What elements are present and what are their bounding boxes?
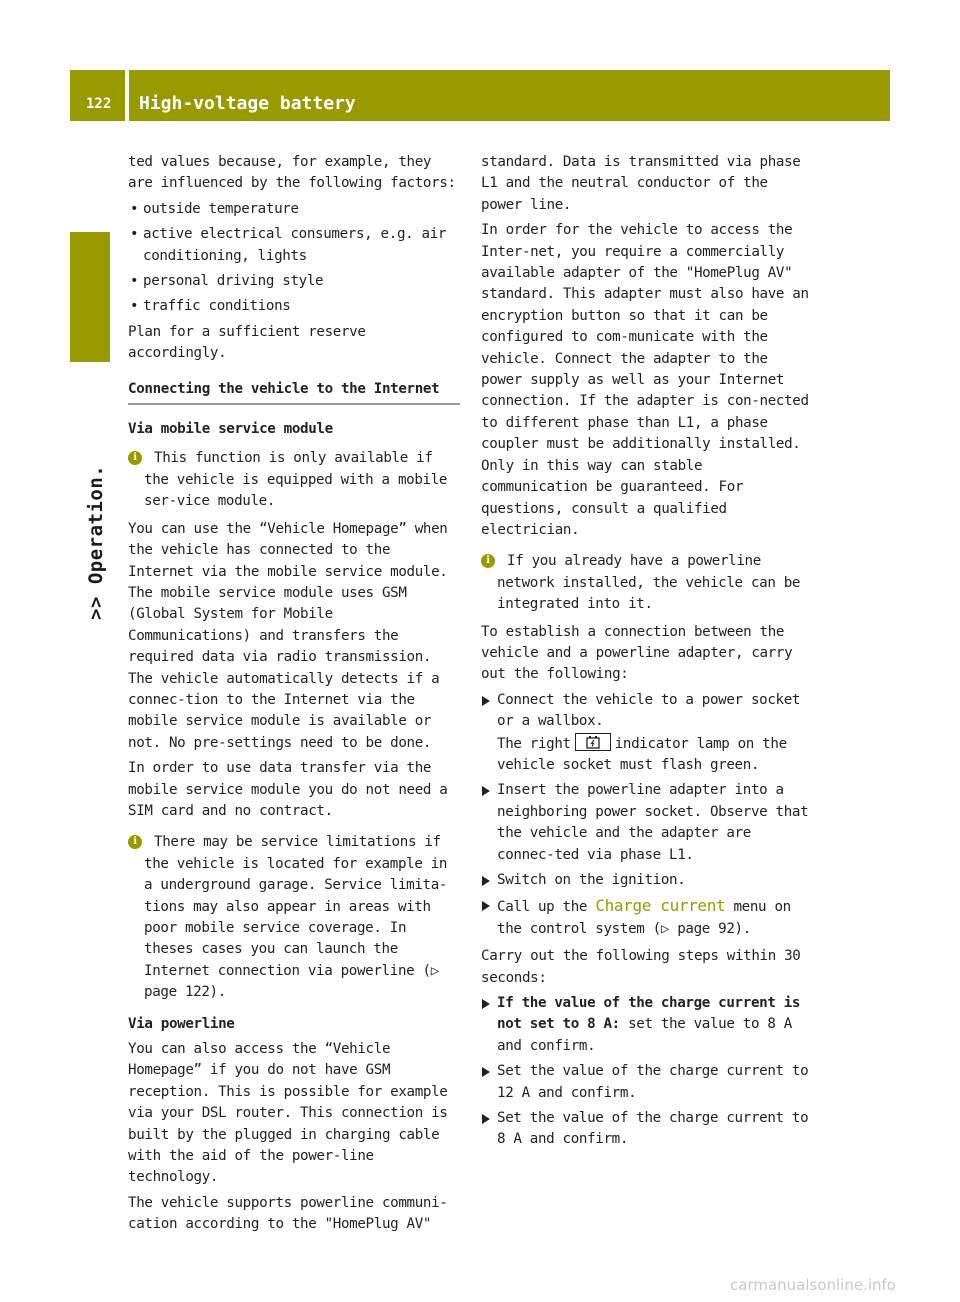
steps-list-2 [481, 993, 813, 1151]
side-tab-block [70, 232, 110, 362]
step-sub-text: indicator lamp on the vehicle socket must flash green. [497, 735, 787, 773]
step-arrow-icon [482, 876, 490, 886]
step-text: Insert the powerline adapter into a neighboring power socket. Observe that the vehicle and the adapter are connec-ted via phase L1. [497, 782, 809, 863]
list-item [481, 895, 813, 940]
step-condition: If the value of the charge current is not set to 8 A: [497, 995, 801, 1033]
info-icon: i [481, 554, 495, 568]
plan-paragraph: Plan for a sufficient reserve accordingly. [128, 323, 366, 362]
display-menu-name: Charge current [595, 896, 726, 916]
mobile-heading: Via mobile service module [128, 421, 333, 438]
right-paragraph-3: To establish a connection between the vehicle and a powerline adapter, carry out the following: [481, 623, 793, 683]
info-icon: i [128, 451, 142, 465]
list-item: • active electrical consumers, e.g. air conditioning, lights [128, 224, 460, 267]
steps-list-1 [481, 690, 813, 940]
battery-indicator-lamp-icon [575, 733, 611, 751]
watermark: carmanualsonline.info [730, 1276, 896, 1294]
step-text: Set the value of the charge current to 8 A and confirm. [497, 1110, 809, 1148]
info-note [128, 448, 460, 512]
section-heading: Connecting the vehicle to the Internet [128, 379, 460, 405]
powerline-heading: Via powerline [128, 1015, 235, 1032]
info-text: This function is only available if the vehicle is equipped with a mobile ser-vice module. [144, 450, 448, 510]
info-icon: i [128, 835, 142, 849]
list-item: • personal driving style [128, 271, 460, 292]
step-arrow-icon [482, 786, 490, 796]
step-text: Call up the [497, 899, 588, 916]
mobile-paragraph-1: You can use the “Vehicle Homepage” when the vehicle has connected to the Internet via the mobile service module. The mobile service module uses GSM (Global System for Mobile Communications) and transfers the required data via radio transmission. The vehicle automatically detects if a connec-tion to the Internet via the mobile service module is available or not. No pre-settings need to be done. [128, 520, 448, 751]
side-label-text: >> Operation. [85, 464, 107, 620]
powerline-paragraph-1: You can also access the “Vehicle Homepage” if you do not have GSM reception. This is possible for example via your DSL router. This connection is built by the plugged in charging cable with the aid of the power-line technology. [128, 1041, 448, 1186]
info-text: If you already have a powerline network installed, the vehicle can be integrated into it. [497, 553, 801, 613]
side-section-label [85, 380, 115, 620]
list-item [481, 1108, 813, 1151]
right-paragraph-4: Carry out the following steps within 30 seconds: [481, 948, 801, 986]
powerline-paragraph-2: The vehicle supports powerline communi-cation according to the "HomePlug AV" [128, 1194, 448, 1233]
list-item: • traffic conditions [128, 296, 460, 317]
step-text: Set the value of the charge current to 12 A and confirm. [497, 1063, 809, 1101]
step-arrow-icon [482, 999, 490, 1009]
page-title: High-voltage battery [129, 70, 890, 121]
info-text: There may be service limitations if the vehicle is located for example in a underground garage. Service limita-tions may also appear in areas with poor mobile service coverage. In theses cases you can launch the Internet connection via powerline (▷ page 122). [144, 834, 448, 1001]
step-arrow-icon [482, 901, 490, 911]
step-text: Switch on the ignition. [497, 872, 686, 888]
right-paragraph-1: standard. Data is transmitted via phase L1 and the neutral conductor of the power line. [481, 154, 801, 213]
step-arrow-icon [482, 1067, 490, 1077]
intro-paragraph: ted values because, for example, they are influenced by the following factors: [128, 154, 456, 192]
list-item [481, 690, 813, 777]
list-item [481, 870, 813, 891]
list-item: • outside temperature [128, 199, 460, 220]
step-text: menu on the control system (▷ page 92). [497, 899, 791, 937]
mobile-paragraph-2: In order to use data transfer via the mobile service module you do not need a SIM card and no contract. [128, 760, 448, 819]
step-text: Connect the vehicle to a power socket or a wallbox. [497, 691, 801, 730]
factors-list [128, 199, 460, 318]
step-text: set the value to 8 A and confirm. [497, 1016, 792, 1054]
list-item [481, 1061, 813, 1104]
list-item [481, 993, 813, 1057]
step-sub-text: The right [497, 735, 571, 752]
page-number: 122 [70, 70, 125, 121]
right-column [481, 152, 813, 1155]
list-item [481, 780, 813, 866]
info-note [481, 551, 813, 615]
step-arrow-icon [482, 1114, 490, 1124]
left-column [128, 152, 460, 1240]
right-paragraph-2: In order for the vehicle to access the Inter-net, you require a commercially available adapter of the "HomePlug AV" standard. This adapter must also have an encryption button so that it can be configured to com-municate with the vehicle. Connect the adapter to the power supply as well as your Internet connection. If the adapter is con-nected to different phase than L1, a phase coupler must be additionally installed. Only in this way can stable communication be guaranteed. For questions, consult a qualified electrician. [481, 222, 809, 538]
step-arrow-icon [482, 696, 490, 706]
info-note [128, 832, 460, 1003]
